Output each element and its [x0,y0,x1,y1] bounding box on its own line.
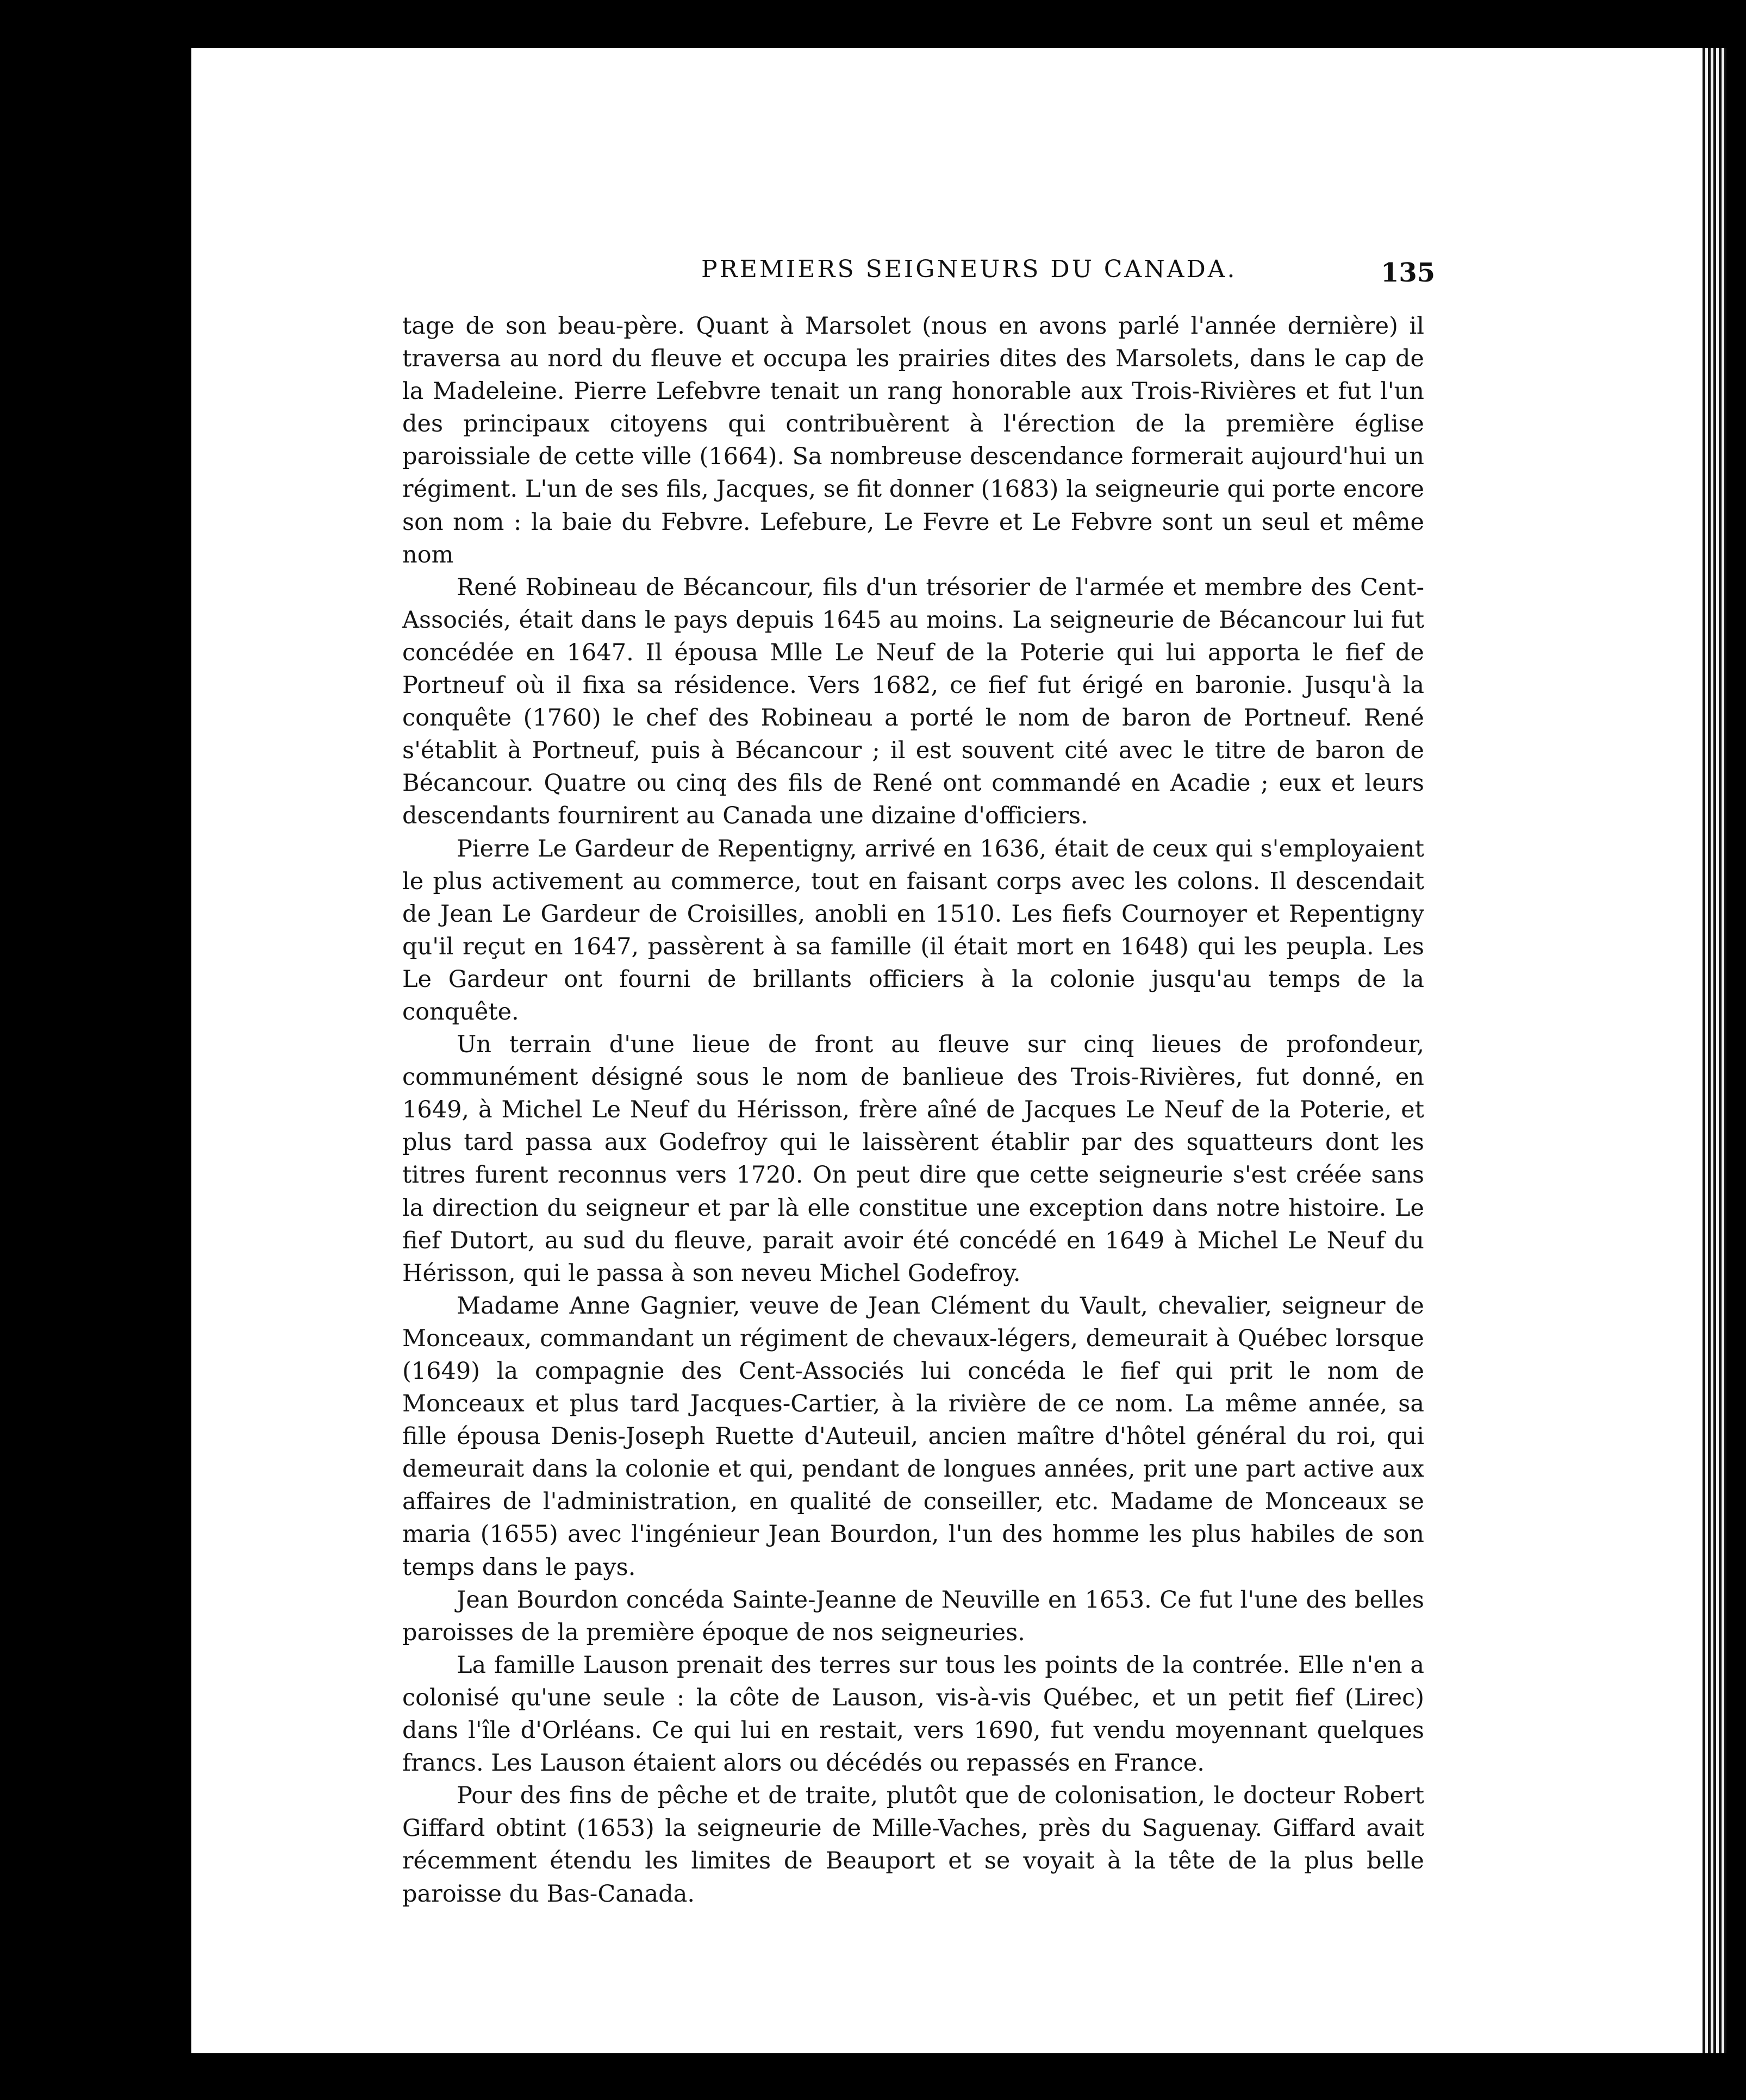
page-number: 135 [1381,258,1436,288]
paragraph: Un terrain d'une lieue de front au fleuve sur cinq lieues de profondeur, communément désigné sous le nom de banlieue des Trois-Rivières, fut donné, en 1649, à Michel Le Neuf du Hérisson, frère aîné de Jacques Le Neuf de la Poterie, et plus tard passa aux Godefroy qui le laissèrent établir par des squatteurs dont les titres furent reconnus vers 1720. On peut dire que cette seigneurie s'est créée sans la direction du seigneur et par là elle constitue une exception dans notre histoire. Le fief Dutort, au sud du fleuve, parait avoir été concédé en 1649 à Michel Le Neuf du Hérisson, qui le passa à son neveu Michel Godefroy. [402,1031,1424,1287]
running-head [0,255,1746,299]
binding-mark [173,1964,178,1972]
paragraph: La famille Lauson prenait des terres sur tous les points de la contrée. Elle n'en a colonisé qu'une seule : la côte de Lauson, vis-à-vis Québec, et un petit fief (Lirec) dans l'île d'Orléans. Ce qui lui en restait, vers 1690, fut vendu moyennant quelques francs. Les Lauson étaient alors ou décédés ou repassés en France. [402,1651,1424,1777]
binding-mark [183,123,188,135]
binding-mark [182,1664,187,1674]
paragraph: René Robineau de Bécancour, fils d'un trésorier de l'armée et membre des Cent-Associés, était dans le pays depuis 1645 au moins. La seigneurie de Bécancour lui fut concédée en 1647. Il épousa Mlle Le Neuf de la Poterie qui lui apporta le fief de Portneuf où il fixa sa résidence. Vers 1682, ce fief fut érigé en baronie. Jusqu'à la conquête (1760) le chef des Robineau a porté le nom de baron de Portneuf. René s'établit à Portneuf, puis à Bécancour ; il est souvent cité avec le titre de baron de Bécancour. Quatre ou cinq des fils de René ont commandé en Acadie ; eux et leurs descendants fournirent au Canada une dizaine d'officiers. [402,573,1424,830]
paragraph: Pour des fins de pêche et de traite, plutôt que de colonisation, le docteur Robert Giffard obtint (1653) la seigneurie de Mille-Vaches, près du Saguenay. Giffard avait récemment étendu les limites de Beauport et se voyait à la tête de la plus belle paroisse du Bas-Canada. [402,1782,1424,1908]
running-head-title: PREMIERS SEIGNEURS DU CANADA. [701,255,1237,283]
page-edge-stack [1703,48,1726,2053]
binding-mark [183,376,187,385]
body-text [402,310,1424,1910]
paragraph: Madame Anne Gagnier, veuve de Jean Clément du Vault, chevalier, seigneur de Monceaux, commandant un régiment de chevaux-légers, demeurait à Québec lorsque (1649) la compagnie des Cent-Associés lui concéda le fief qui prit le nom de Monceaux et plus tard Jacques-Cartier, à la rivière de ce nom. La même année, sa fille épousa Denis-Joseph Ruette d'Auteuil, ancien maître d'hôtel général du roi, qui demeurait dans la colonie et qui, pendant de longues années, prit une part active aux affaires de l'administration, en qualité de conseiller, etc. Madame de Monceaux se maria (1655) avec l'ingénieur Jean Bourdon, l'un des homme les plus habiles de son temps dans le pays. [402,1292,1424,1581]
paragraph: tage de son beau-père. Quant à Marsolet (nous en avons parlé l'année dernière) il traversa au nord du fleuve et occupa les prairies dites des Marsolets, dans le cap de la Madeleine. Pierre Lefebvre tenait un rang honorable aux Trois-Rivières et fut l'un des principaux citoyens qui contribuèrent à l'érection de la première église paroissiale de cette ville (1664). Sa nombreuse descendance formerait aujourd'hui un régiment. L'un de ses fils, Jacques, se fit donner (1683) la seigneurie qui porte encore son nom : la baie du Febvre. Lefebure, Le Fevre et Le Febvre sont un seul et même nom [402,312,1424,568]
paragraph: Jean Bourdon concéda Sainte-Jeanne de Neuville en 1653. Ce fut l'une des belles paroisses de la première époque de nos seigneuries. [402,1586,1424,1646]
paragraph: Pierre Le Gardeur de Repentigny, arrivé en 1636, était de ceux qui s'employaient le plus activement au commerce, tout en faisant corps avec les colons. Il descendait de Jean Le Gardeur de Croisilles, anobli en 1510. Les fiefs Cournoyer et Repentigny qu'il reçut en 1647, passèrent à sa famille (il était mort en 1648) qui les peupla. Les Le Gardeur ont fourni de brillants officiers à la colonie jusqu'au temps de la conquête. [402,835,1424,1026]
